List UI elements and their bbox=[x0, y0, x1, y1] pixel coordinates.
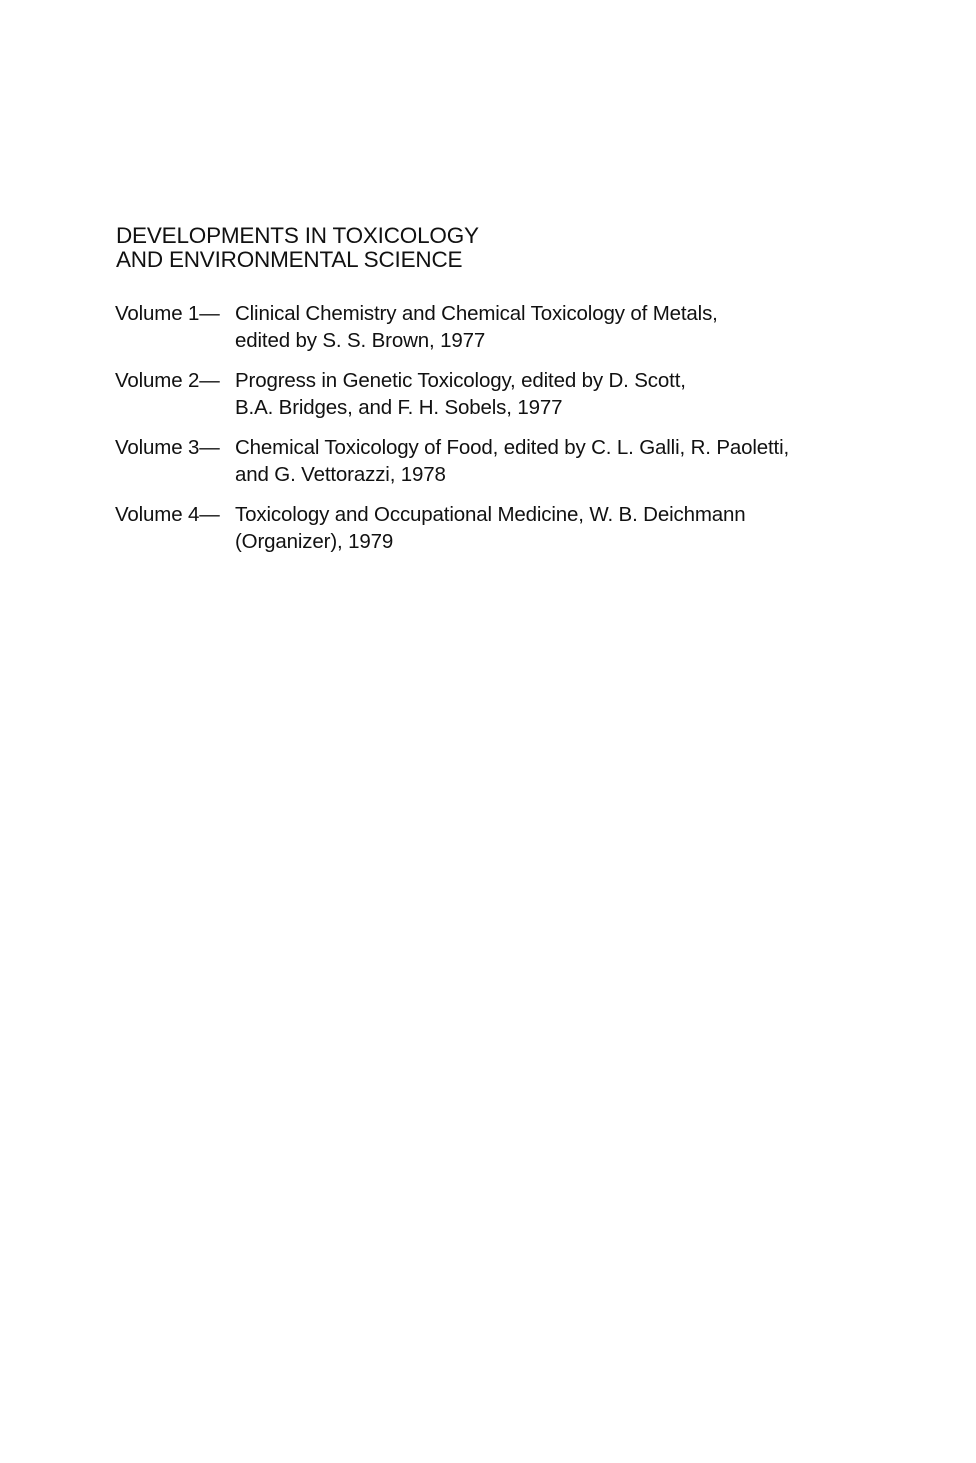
volume-entry-4 bbox=[115, 501, 855, 555]
volume-title-line-1: Progress in Genetic Toxicology, edited by D. Scott, bbox=[235, 369, 686, 392]
volume-title-line-2: and G. Vettorazzi, 1978 bbox=[235, 463, 446, 486]
volume-title-line-2: B.A. Bridges, and F. H. Sobels, 1977 bbox=[235, 396, 563, 419]
series-title-line-2: AND ENVIRONMENTAL SCIENCE bbox=[116, 247, 463, 272]
volume-label: Volume 2— bbox=[115, 369, 220, 392]
volume-title-line-1: Toxicology and Occupational Medicine, W. B. Deichmann bbox=[235, 503, 746, 526]
volume-label: Volume 4— bbox=[115, 503, 220, 526]
volume-title-line-1: Chemical Toxicology of Food, edited by C. L. Galli, R. Paoletti, bbox=[235, 436, 790, 459]
volume-title-line-1: Clinical Chemistry and Chemical Toxicology of Metals, bbox=[235, 302, 718, 325]
series-title bbox=[116, 224, 479, 272]
volume-entry-3 bbox=[115, 434, 855, 488]
series-title-line-1: DEVELOPMENTS IN TOXICOLOGY bbox=[116, 223, 479, 248]
volume-entry-2 bbox=[115, 367, 855, 421]
volume-entry-1 bbox=[115, 300, 855, 354]
volume-label: Volume 3— bbox=[115, 436, 220, 459]
volume-label: Volume 1— bbox=[115, 302, 220, 325]
volume-title-line-2: edited by S. S. Brown, 1977 bbox=[235, 329, 486, 352]
volume-list bbox=[115, 300, 855, 568]
volume-title-line-2: (Organizer), 1979 bbox=[235, 530, 394, 553]
